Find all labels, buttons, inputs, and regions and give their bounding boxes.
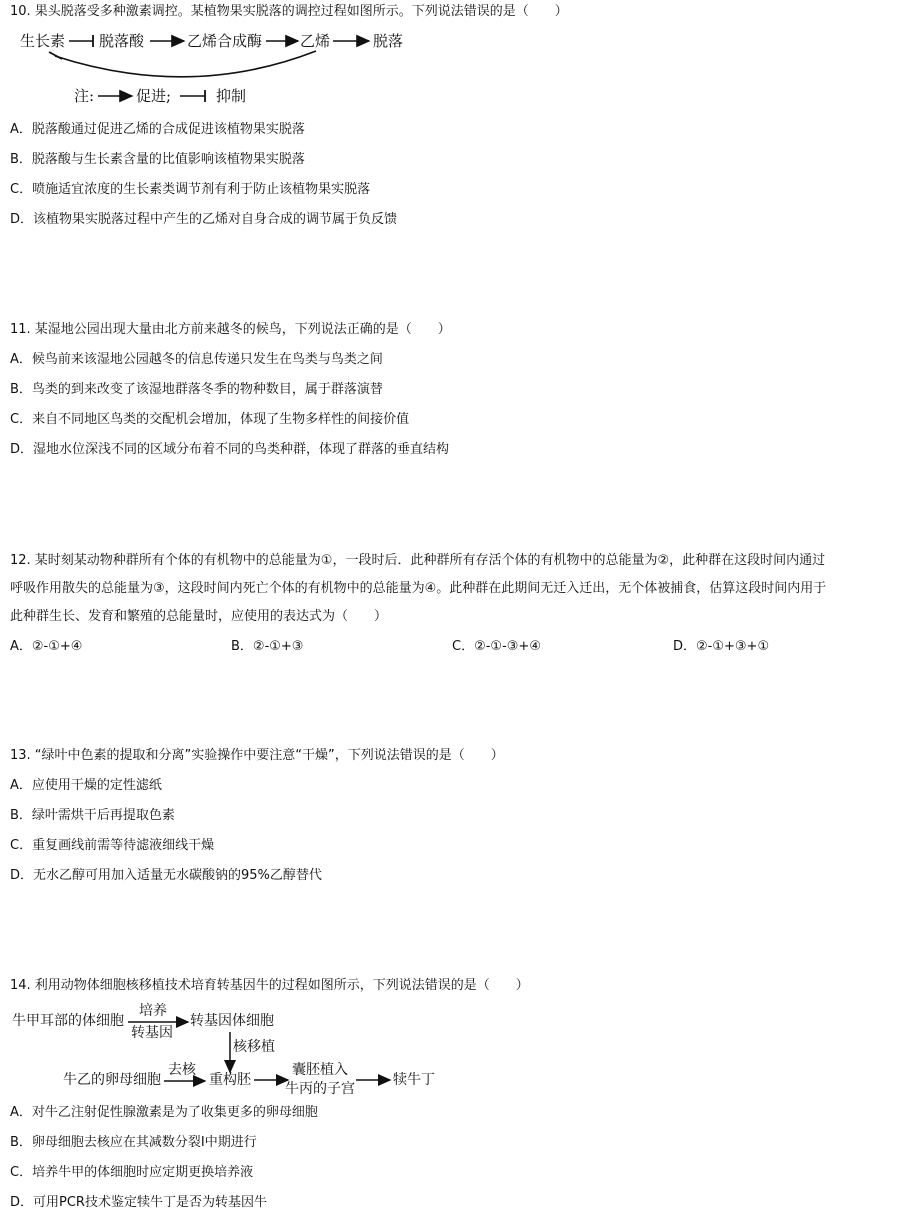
q12-stem-line-1: 12. 某时刻某动物种群所有个体的有机物中的总能量为①，一段时后．此种群所有存活个体的有机物中的总能量为②，此种群在这段时间内通过 [10,553,826,568]
q10-stem: 10. 果头脱落受多种激素调控。某植物果实脱落的调控过程如图所示。下列说法错误的是（ ） [10,4,568,19]
q13-option-a: A．应使用干燥的定性滤纸 [10,778,162,793]
node-abscisic-acid: 脱落酸 [99,32,145,50]
q14-stem: 14. 利用动物体细胞核移植技术培育转基因牛的过程如图所示，下列说法错误的是（ ） [10,978,529,993]
q14-option-b: B．卵母细胞去核应在其减数分裂Ⅰ中期进行 [10,1135,257,1150]
label-implant-line-1: 囊胚植入 [292,1062,348,1078]
q12-option-a: A．②-①+④ [10,639,83,654]
node-ear-cell: 牛甲耳部的体细胞 [12,1013,124,1029]
q12-stem-line-2: 呼吸作用散失的总能量为③，这段时间内死亡个体的有机物中的总能量为④。此种群在此期间无迁入迁出，无个体被捕食，估算这段时间内用于 [10,581,827,596]
q10-option-d: D．该植物果实脱落过程中产生的乙烯对自身合成的调节属于负反馈 [10,212,398,227]
legend-inhibit: 抑制 [216,87,247,105]
node-ethylene: 乙烯 [300,32,331,50]
label-nuclear-transfer: 核移植 [233,1039,275,1055]
q14-option-d: D．可用PCR技术鉴定犊牛丁是否为转基因牛 [10,1195,267,1210]
node-ethylene-synthase: 乙烯合成酶 [187,32,263,50]
label-culture: 培养 [139,1003,167,1019]
q12-option-d: D．②-①+③+① [673,639,770,654]
q13-option-b: B．绿叶需烘干后再提取色素 [10,808,175,823]
q12-option-b: B．②-①+③ [231,639,304,654]
q11-option-b: B．鸟类的到来改变了该湿地群落冬季的物种数目，属于群落演替 [10,382,383,397]
q13-stem: 13. “绿叶中色素的提取和分离”实验操作中要注意“干燥”，下列说法错误的是（ ） [10,748,504,763]
node-calf: 犊牛丁 [393,1072,435,1088]
node-auxin: 生长素 [20,32,66,50]
q13-option-d: D．无水乙醇可用加入适量无水碳酸钠的95%乙醇替代 [10,868,322,883]
legend-note: 注: [74,87,95,105]
q12-option-c: C．②-①-③+④ [452,639,541,654]
q10-option-b: B．脱落酸与生长素含量的比值影响该植物果实脱落 [10,152,305,167]
q10-option-c: C．喷施适宜浓度的生长素类调节剂有利于防止该植物果实脱落 [10,182,371,197]
label-enucleate: 去核 [168,1062,196,1078]
node-reconstructed-embryo: 重构胚 [209,1072,251,1088]
q10-option-a: A．脱落酸通过促进乙烯的合成促进该植物果实脱落 [10,122,305,137]
q14-option-a: A．对牛乙注射促性腺激素是为了收集更多的卵母细胞 [10,1105,318,1120]
q11-option-a: A．候鸟前来该湿地公园越冬的信息传递只发生在鸟类与鸟类之间 [10,352,383,367]
label-transgene: 转基因 [131,1025,173,1041]
q11-option-d: D．湿地水位深浅不同的区域分布着不同的鸟类种群，体现了群落的垂直结构 [10,442,450,457]
q12-stem-line-3: 此种群生长、发育和繁殖的总能量时，应使用的表达式为（ ） [10,609,388,624]
node-transgenic-cell: 转基因体细胞 [190,1013,274,1029]
legend-promote: 促进; [136,87,172,105]
label-implant-line-2: 牛丙的子宫 [285,1081,355,1097]
q11-option-c: C．来自不同地区鸟类的交配机会增加，体现了生物多样性的间接价值 [10,412,410,427]
q13-option-c: C．重复画线前需等待滤液细线干燥 [10,838,215,853]
node-abscission: 脱落 [373,32,404,50]
q11-stem: 11. 某湿地公园出现大量由北方前来越冬的候鸟，下列说法正确的是（ ） [10,322,451,337]
q14-option-c: C．培养牛甲的体细胞时应定期更换培养液 [10,1165,254,1180]
node-oocyte: 牛乙的卵母细胞 [63,1072,161,1088]
